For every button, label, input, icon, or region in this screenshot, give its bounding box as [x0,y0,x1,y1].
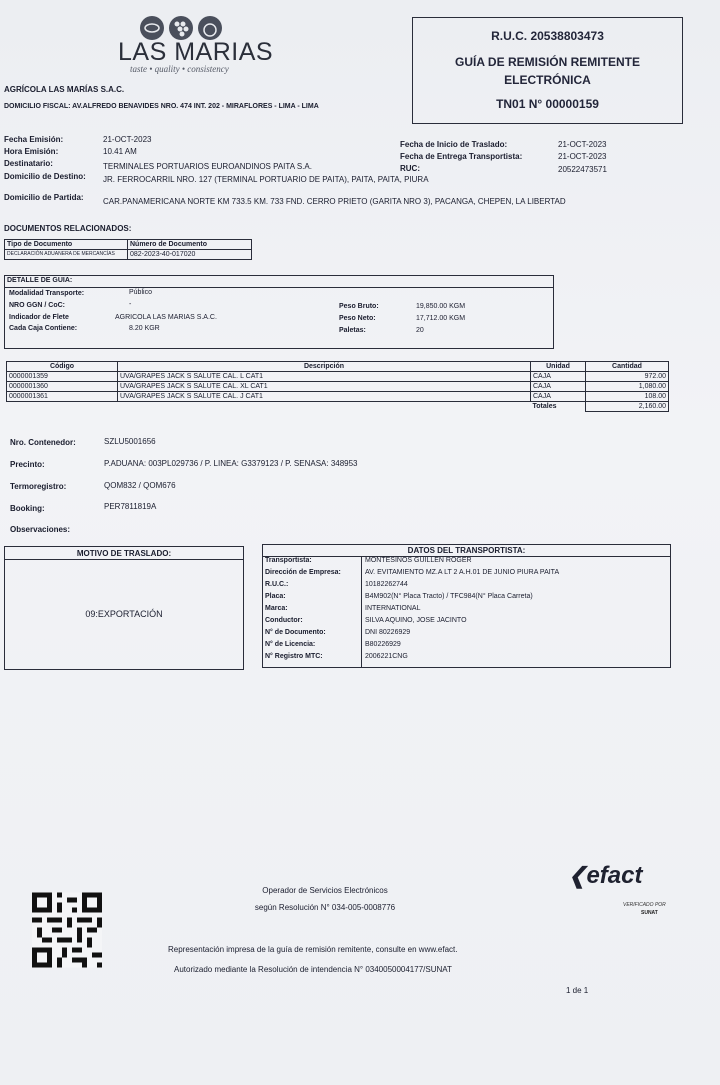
ruc-box [412,17,683,124]
domicilio-destino-label: Domicilio de Destino: [4,172,86,181]
transp-row-label: Transportista: [265,557,312,564]
termo-label: Termoregistro: [10,482,67,491]
operador-line-1: Operador de Servicios Electrónicos [262,886,388,895]
docs-rel-title: DOCUMENTOS RELACIONADOS: [4,224,132,233]
ruc-line: R.U.C. 20538803473 [491,29,604,43]
transp-row-value: 2006221CNG [365,653,408,660]
transp-row-label: N° de Licencia: [265,641,316,648]
transportista-title: DATOS DEL TRANSPORTISTA: [407,546,526,555]
totales-label: Totales [532,403,557,411]
transp-row-label: Conductor: [265,617,303,624]
flete: AGRICOLA LAS MARIAS S.A.C. [115,314,217,321]
item-codigo: 0000001360 [7,382,118,392]
table-row [7,382,669,392]
doc-type-line-1: GUÍA DE REMISIÓN REMITENTE [455,55,640,69]
col-unidad: Unidad [531,362,586,372]
inicio-traslado: 21-OCT-2023 [558,140,607,149]
company-name: AGRÍCOLA LAS MARÍAS S.A.C. [4,85,125,94]
col-cantidad: Cantidad [586,362,669,372]
termo: QOM832 / QOM676 [104,481,176,490]
ruc-destinatario-label: RUC: [400,164,420,173]
booking-label: Booking: [10,504,45,513]
efact-logo [568,862,642,890]
transp-row-label: Dirección de Empresa: [265,569,341,576]
motivo-value: 09:EXPORTACIÓN [85,609,163,619]
col-descripcion: Descripción [118,362,531,372]
ruc-destinatario: 20522473571 [558,165,607,174]
ggn-label: NRO GGN / CoC: [9,302,65,309]
modalidad-label: Modalidad Transporte: [9,290,85,297]
item-unidad: CAJA [531,382,586,392]
items-table [6,361,669,412]
fecha-emision: 21-OCT-2023 [103,135,152,144]
domicilio-destino: JR. FERROCARRIL NRO. 127 (TERMINAL PORTUARIO DE PAITA), PAITA, PAITA, PIURA [103,175,429,184]
domicilio-partida: CAR.PANAMERICANA NORTE KM 733.5 KM. 733 FND. CERRO PRIETO (GARITA NRO 3), PACANGA, CHEPEN, LA LIBERTAD [103,197,566,206]
docs-rel-numero: 082-2023-40-017020 [128,250,252,260]
doc-type-line-2: ELECTRÓNICA [504,73,591,87]
item-codigo: 0000001361 [7,392,118,402]
transp-row-value: B4M902(N° Placa Tracto) / TFC984(N° Placa Carreta) [365,593,533,600]
item-cantidad: 108.00 [586,392,669,402]
contenedor-label: Nro. Contenedor: [10,438,76,447]
detalle-box [4,275,554,349]
logo-tagline: taste • quality • consistency [130,64,229,74]
table-row [7,392,669,402]
transp-row-label: Marca: [265,605,288,612]
item-cantidad: 1,080.00 [586,382,669,392]
bruto: 19,850.00 KGM [416,303,466,310]
doc-number: TN01 N° 00000159 [496,97,599,111]
logo-name: LAS MARIAS [118,38,274,66]
verificado-text: VERIFICADO POR [623,902,666,908]
booking: PER7811819A [104,502,157,511]
transp-row-value: MONTESINOS GUILLEN ROGER [365,557,472,564]
docs-rel-table [4,239,252,260]
sunat-text: SUNAT [641,910,658,916]
fecha-emision-label: Fecha Emisión: [4,135,64,144]
transp-row-label: N° de Documento: [265,629,326,636]
paletas-label: Paletas: [339,327,366,334]
item-codigo: 0000001359 [7,372,118,382]
domicilio-partida-label: Domicilio de Partida: [4,193,84,202]
item-descripcion: UVA/GRAPES JACK S SALUTE CAL. L CAT1 [118,372,531,382]
caja-label: Cada Caja Contiene: [9,325,78,332]
col-codigo: Código [7,362,118,372]
transp-row-value: B80226929 [365,641,401,648]
docs-rel-col-numero: Número de Documento [128,240,252,250]
paletas: 20 [416,327,424,334]
transp-row-value: SILVA AQUINO, JOSE JACINTO [365,617,467,624]
item-descripcion: UVA/GRAPES JACK S SALUTE CAL. XL CAT1 [118,382,531,392]
transp-row-value: DNI 80226929 [365,629,411,636]
hora-emision-label: Hora Emisión: [4,147,59,156]
flete-label: Indicador de Flete [9,314,69,321]
efact-logo-mark: ❮ [568,863,587,888]
motivo-box [4,546,244,670]
item-unidad: CAJA [531,392,586,402]
representacion-text: Representación impresa de la guía de remisión remitente, consulte en www.efact. [168,945,458,954]
table-row [7,372,669,382]
page-number: 1 de 1 [566,986,589,995]
modalidad: Público [129,289,152,296]
bruto-label: Peso Bruto: [339,303,379,310]
observaciones-label: Observaciones: [10,525,71,534]
motivo-title: MOTIVO DE TRASLADO: [76,549,172,558]
autorizado-text: Autorizado mediante la Resolución de intendencia N° 0340050004177/SUNAT [174,965,452,974]
transp-row-label: N° Registro MTC: [265,653,323,660]
detalle-title: DETALLE DE GUIA: [7,277,73,284]
transportista-box [262,544,671,668]
precinto-label: Precinto: [10,460,45,469]
inicio-traslado-label: Fecha de Inicio de Traslado: [400,140,508,149]
neto: 17,712.00 KGM [416,315,466,322]
transp-row-label: Placa: [265,593,286,600]
neto-label: Peso Neto: [339,315,376,322]
transp-row-value: AV. EVITAMIENTO MZ.A LT 2 A.H.01 DE JUNIO PIURA PAITA [365,569,560,576]
domicilio-fiscal: DOMICILIO FISCAL: AV.ALFREDO BENAVIDES NRO. 474 INT. 202 - MIRAFLORES - LIMA - LIMA [4,103,319,110]
totales: 2,160.00 [586,402,669,412]
docs-rel-col-tipo: Tipo de Documento [5,240,128,250]
item-unidad: CAJA [531,372,586,382]
transp-row-label: R.U.C.: [265,581,289,588]
precinto: P.ADUANA: 003PL029736 / P. LINEA: G3379123 / P. SENASA: 348953 [104,459,358,468]
entrega: 21-OCT-2023 [558,152,607,161]
efact-logo-text: efact [586,862,643,889]
hora-emision: 10.41 AM [103,147,137,156]
operador-line-2: según Resolución N° 034-005-0008776 [254,903,396,912]
transp-row-value: 10182262744 [365,581,408,588]
item-descripcion: UVA/GRAPES JACK S SALUTE CAL. J CAT1 [118,392,531,402]
destinatario-label: Destinatario: [4,159,53,168]
caja: 8.20 KGR [129,325,160,332]
transp-row-value: INTERNATIONAL [365,605,421,612]
destinatario: TERMINALES PORTUARIOS EUROANDINOS PAITA S.A. [103,162,312,171]
entrega-label: Fecha de Entrega Transportista: [400,152,523,161]
ggn: - [129,301,132,308]
contenedor: SZLU5001656 [104,437,156,446]
docs-rel-tipo: DECLARACIÓN ADUANERA DE MERCANCÍAS [5,250,128,260]
item-cantidad: 972.00 [586,372,669,382]
qr-code-icon [32,892,102,968]
